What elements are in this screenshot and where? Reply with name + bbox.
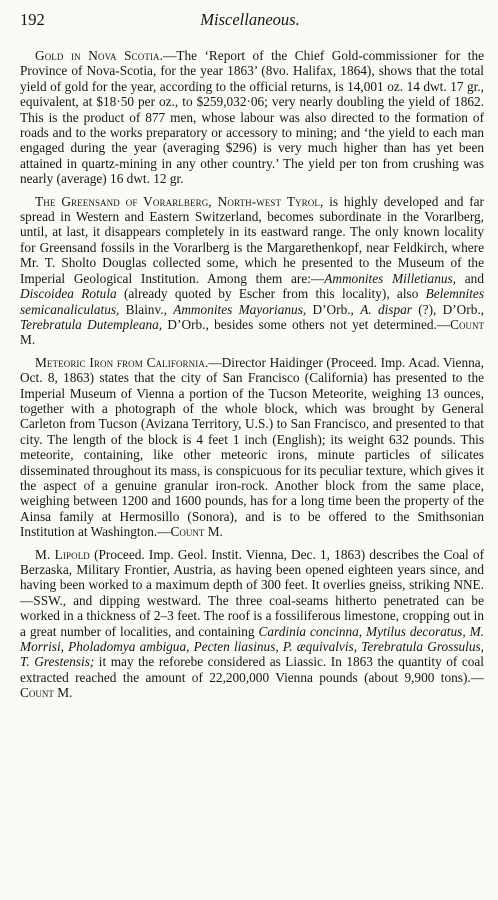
body-text: —Director Haidinger (Proceed. Imp. Acad. Vienna, Oct. 8, 1863) states that the city of San Francisco (California) has presented to the Imperial Museum of Vienna a portion of the Tucson Meteorite, weighing 13 ounces, together with a photograph of the whole block, which was brought by General Carleton from Tucson (Avizana Territory, U.S.) to San Francisco, and presented to that city. The length of the block is 4 feet 1 inch (English); its weight 632 pounds. This meteorite, containing, like other meteoric irons, minute particles of silicates disseminated throughout its mass, is conspicuous for its peculiar texture, which gives it the aspect of a genuine granular iron-rock. Another block from the same place, weighing between 1200 and 1600 pounds, has for a long time been the property of the Ainsa family at Hermosillo (Sonora), and is to be offered to the Smithsonian Institution at Washington.— bbox=[20, 354, 484, 540]
article-paragraph bbox=[20, 355, 484, 540]
running-title: Miscellaneous. bbox=[200, 10, 300, 29]
article-paragraph bbox=[20, 194, 484, 348]
body-text: —The ‘Report of the Chief Gold-commissioner for the Province of Nova-Scotia, for the year 1863’ (8vo. Halifax, 1864), shows that the total yield of gold for the year, according to the official returns, is 14,001 oz. 14 dwt. 17 gr., equivalent, at $18·50 per oz., to $259,032·06; very nearly doubling the yield of 1862. This is the product of 877 men, whose labour was also directed to the formation of roads and to the works preparatory or accessory to mining; and ‘the yield to each man engaged during the year (averaging $296) is very much higher than has yet been attained in quartz-mining in any other country.’ The yield per ton from crushing was nearly (average) 16 dwt. 12 gr. bbox=[20, 48, 484, 187]
body-text: (already quoted by Escher from this locality), also bbox=[116, 286, 426, 302]
species-name: Belemnites semicanaliculatus, bbox=[20, 286, 484, 317]
species-name: Discoidea Rotula bbox=[20, 286, 117, 302]
body-text: D’Orb., bbox=[306, 301, 361, 317]
article-heading: Meteoric Iron from California. bbox=[35, 354, 209, 370]
page-header bbox=[20, 10, 484, 32]
body-text: Blainv., bbox=[119, 301, 174, 317]
species-list: Cardinia concinna, Mytilus decoratus, M. Morrisi, Pholadomya ambigua, Pecten liasinus, P. æquivalvis, Terebratula Grossulus, T. Grestensis; bbox=[20, 623, 485, 670]
article-coal-berzaska bbox=[20, 547, 484, 701]
species-name: A. dispar bbox=[360, 301, 412, 317]
species-name: Ammonites Mayorianus, bbox=[173, 301, 307, 317]
article-paragraph bbox=[20, 48, 484, 187]
signature: Count M. bbox=[170, 524, 223, 540]
body-text: (Proceed. Imp. Geol. Instit. Vienna, Dec. 1, 1863) describes the Coal of Berzaska, Military Frontier, Austria, as having been opened eighteen years since, and having been worked to a maximum depth of 300 feet. It overlies gneiss, striking NNE.—SSW., and dipping westward. The three coal-seams hitherto penetrated can be worked in a thickness of 2–3 feet. The roof is a fossiliferous limestone, cropping out in a great number of localities, and containing bbox=[20, 546, 484, 639]
article-paragraph bbox=[20, 547, 484, 701]
body-text: and bbox=[456, 270, 484, 286]
body-text: it may the reforebe considered as Liassic. In 1863 the quantity of coal extracted reached the amount of 22,200,000 Vienna pounds (about 9,900 tons).— bbox=[20, 654, 484, 685]
species-name: Terebratula Dutempleana, bbox=[20, 316, 163, 332]
signature: Count M. bbox=[20, 316, 484, 348]
species-name: Ammonites Milletianus, bbox=[324, 270, 456, 286]
article-meteoric-iron bbox=[20, 355, 484, 540]
article-heading: Gold in Nova Scotia. bbox=[35, 48, 164, 63]
body-text: is highly developed and far spread in Western and Eastern Switzerland, becomes subordinate in the Vorarlberg, until, at last, it disappears completely in its eastward range. The only known locality for Greensand fossils in the Vorarlberg is the Margarethenkopf, near Feldkirch, where Mr. T. Sholto Douglas collected some, which he presented to the Museum of the Imperial Geological Institution. Among them are:— bbox=[20, 193, 484, 286]
body-text: D’Orb., besides some others not yet determined.— bbox=[162, 316, 451, 332]
body-text: (?), D’Orb., bbox=[411, 301, 484, 317]
page-number: 192 bbox=[20, 10, 45, 29]
article-heading: M. Lipold bbox=[35, 546, 90, 562]
article-greensand-vorarlberg bbox=[20, 194, 484, 348]
article-gold-nova-scotia bbox=[20, 48, 484, 187]
signature: Count M. bbox=[20, 685, 73, 701]
article-heading: The Greensand of Vorarlberg, North-west Tyrol, bbox=[35, 193, 324, 209]
